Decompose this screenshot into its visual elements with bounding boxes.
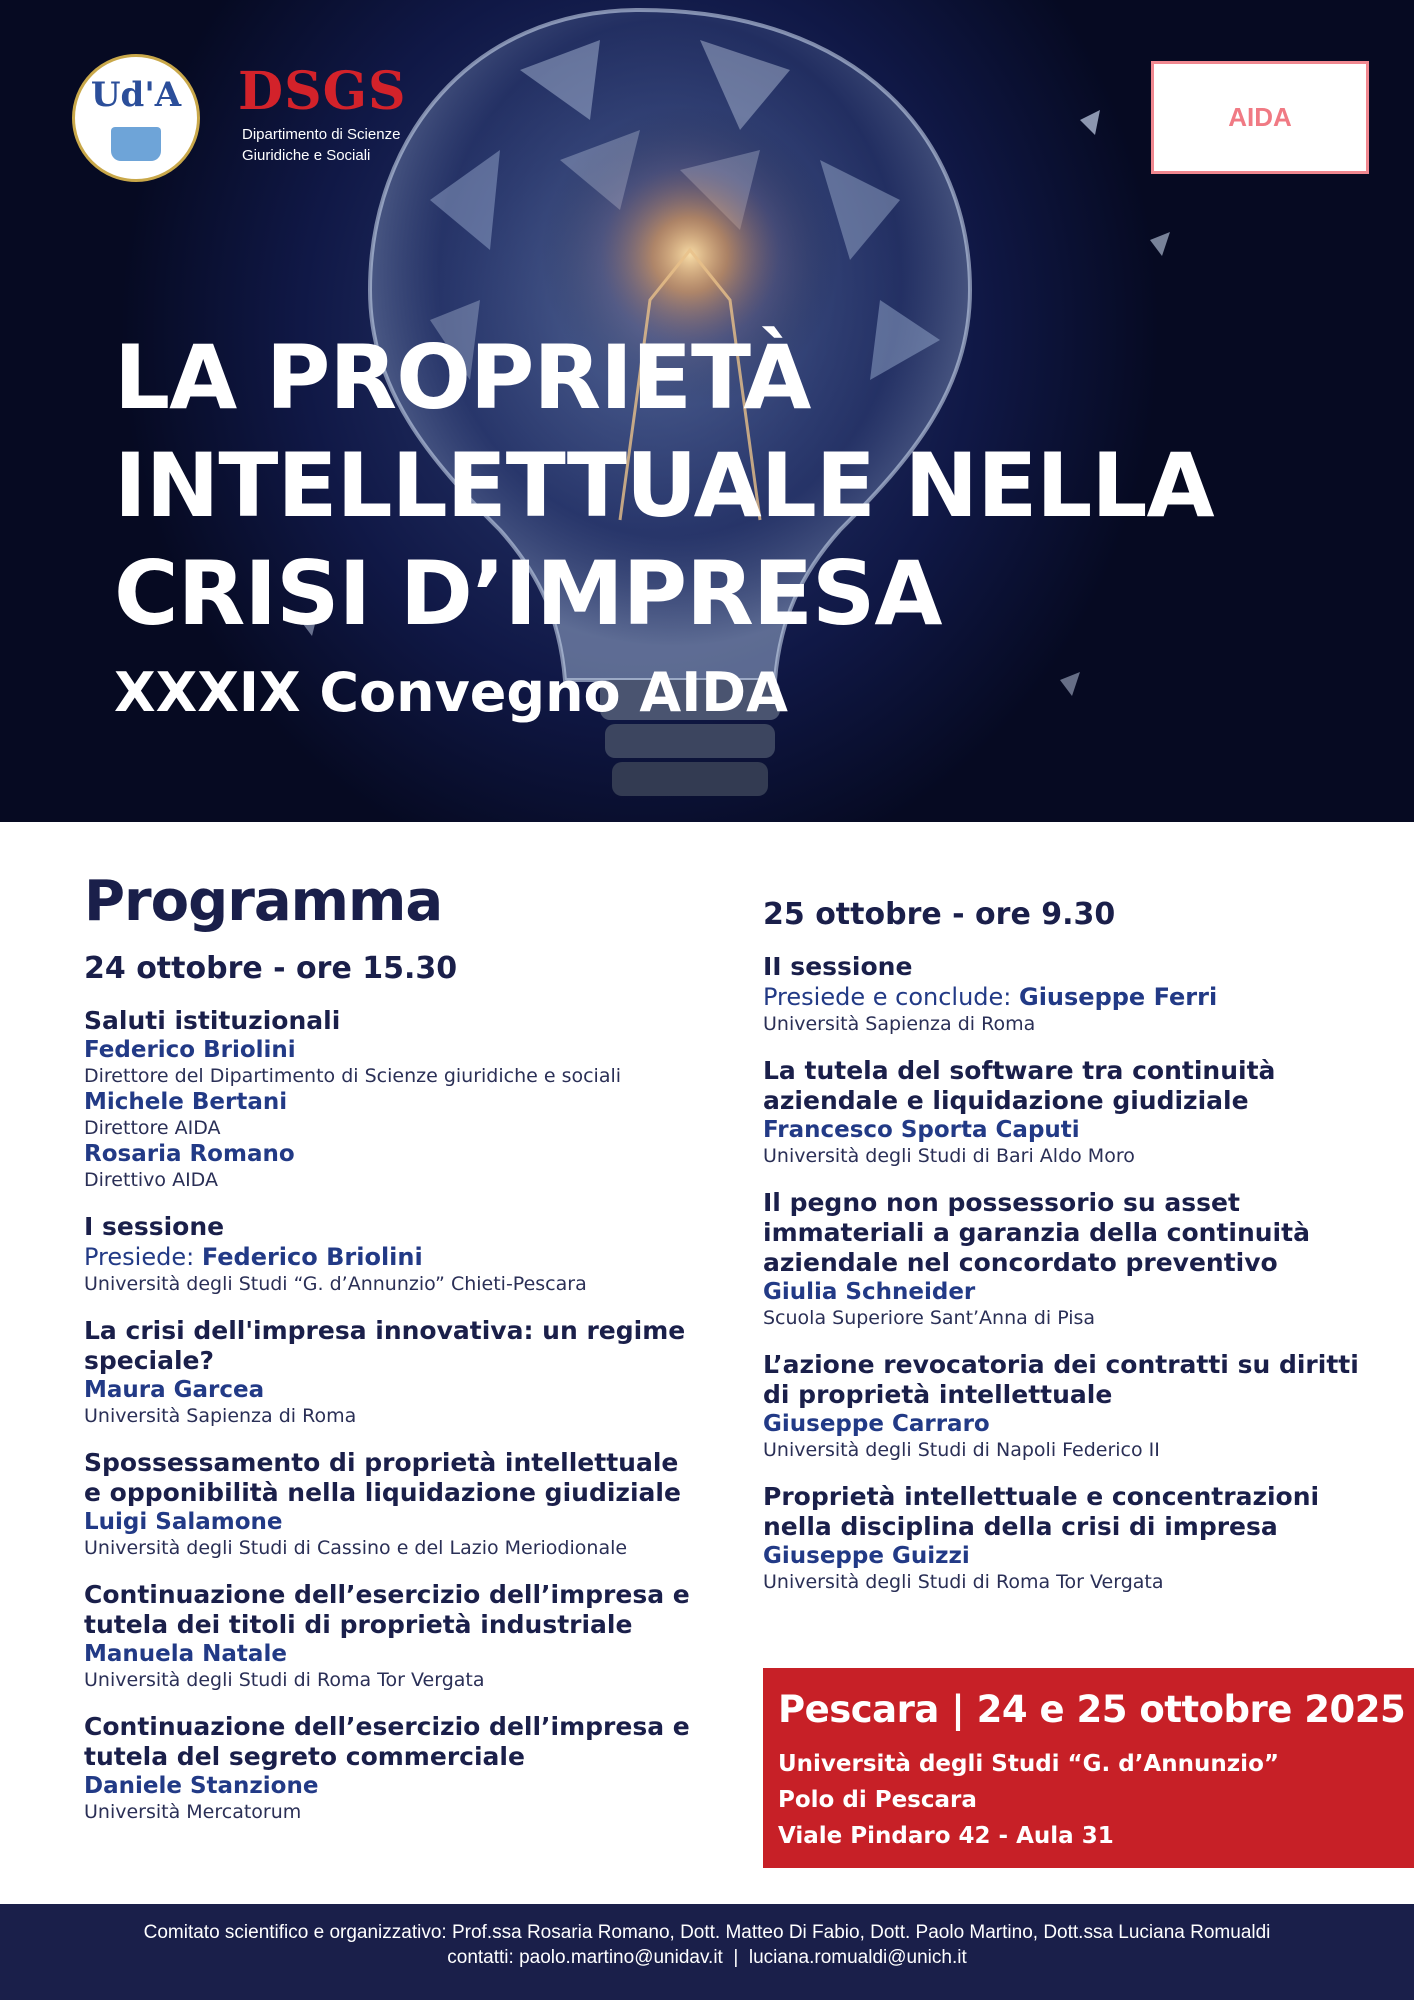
chair-prefix: Presiede e conclude: — [763, 983, 1019, 1011]
session1-block — [84, 1212, 704, 1296]
aida-logo-box: AIDA — [1151, 61, 1369, 174]
speaker-name: Michele Bertani — [84, 1089, 288, 1115]
program-day2-column — [763, 896, 1383, 1614]
venue-line3: Viale Pindaro 42 - Aula 31 — [778, 1823, 1114, 1849]
program-day1-column — [84, 868, 704, 1844]
talk-item — [84, 1712, 704, 1824]
talk-title: L’azione revocatoria dei contratti su diritti di proprietà intellettuale — [763, 1350, 1359, 1409]
talk-item — [763, 1482, 1383, 1594]
talk-speaker: Manuela Natale — [84, 1641, 287, 1667]
speaker-role: Direttore AIDA — [84, 1117, 221, 1139]
talk-speaker: Giulia Schneider — [763, 1279, 976, 1305]
venue-title: Pescara | 24 e 25 ottobre 2025 — [778, 1688, 1406, 1731]
speaker-name: Federico Briolini — [84, 1037, 296, 1063]
main-title-line3: CRISI D’IMPRESA — [114, 542, 942, 645]
talk-speaker: Giuseppe Carraro — [763, 1411, 990, 1437]
dsgs-logo: DSGS — [238, 61, 407, 122]
chair-affiliation: Università Sapienza di Roma — [763, 1013, 1036, 1035]
talk-affiliation: Università Mercatorum — [84, 1801, 302, 1823]
day2-label: 25 ottobre - ore 9.30 — [763, 897, 1116, 932]
welcome-title: Saluti istituzionali — [84, 1006, 341, 1035]
footer — [0, 1904, 1414, 2000]
talk-speaker: Francesco Sporta Caputi — [763, 1117, 1080, 1143]
session1-chair — [84, 1242, 704, 1272]
welcome-block — [84, 1006, 704, 1192]
talk-affiliation: Università Sapienza di Roma — [84, 1405, 357, 1427]
venue-line1: Università degli Studi “G. d’Annunzio” — [778, 1751, 1279, 1777]
talk-affiliation: Università degli Studi di Napoli Federico II — [763, 1439, 1160, 1461]
speaker-role: Direttore del Dipartimento di Scienze giuridiche e sociali — [84, 1065, 622, 1087]
dsgs-subtitle-line2: Giuridiche e Sociali — [242, 147, 371, 164]
talk-title: Proprietà intellettuale e concentrazioni nella disciplina della crisi di impresa — [763, 1482, 1320, 1541]
talk-affiliation: Università degli Studi di Bari Aldo Moro — [763, 1145, 1135, 1167]
session1-title: I sessione — [84, 1212, 225, 1241]
chair-prefix: Presiede: — [84, 1243, 202, 1271]
uda-logo — [72, 54, 200, 182]
footer-committee: Comitato scientifico e organizzativo: Prof.ssa Rosaria Romano, Dott. Matteo Di Fabio, Dott. Paolo Martino, Dott.ssa Luciana Romualdi — [143, 1922, 1271, 1943]
venue-box — [763, 1668, 1414, 1868]
talk-title: Il pegno non possessorio su asset immateriali a garanzia della continuità aziendale nel concordato preventivo — [763, 1188, 1310, 1277]
main-title — [114, 324, 1214, 648]
dsgs-subtitle-line1: Dipartimento di Scienze — [242, 126, 401, 143]
talk-item — [84, 1580, 704, 1692]
talk-affiliation: Università degli Studi di Roma Tor Vergata — [763, 1571, 1164, 1593]
talk-title: Continuazione dell’esercizio dell’impresa e tutela del segreto commerciale — [84, 1712, 690, 1771]
hero-banner — [0, 0, 1414, 822]
talk-title: La tutela del software tra continuità aziendale e liquidazione giudiziale — [763, 1056, 1276, 1115]
talk-affiliation: Università degli Studi di Roma Tor Vergata — [84, 1669, 485, 1691]
talk-item — [763, 1188, 1383, 1330]
talk-affiliation: Università degli Studi di Cassino e del Lazio Meriodionale — [84, 1537, 628, 1559]
talk-item — [84, 1316, 704, 1428]
main-title-line1: LA PROPRIETÀ — [114, 326, 811, 429]
talk-title: Continuazione dell’esercizio dell’impresa e tutela dei titoli di proprietà industriale — [84, 1580, 690, 1639]
uda-logo-text: Ud'A — [90, 75, 182, 115]
session2-title: II sessione — [763, 952, 913, 981]
day1-label: 24 ottobre - ore 15.30 — [84, 951, 458, 986]
session2-chair — [763, 982, 1383, 1012]
talk-item — [84, 1448, 704, 1560]
main-title-line2: INTELLETTUALE NELLA — [114, 434, 1214, 537]
talk-affiliation: Scuola Superiore Sant’Anna di Pisa — [763, 1307, 1096, 1329]
chair-name: Federico Briolini — [201, 1243, 423, 1271]
talk-title: Spossessamento di proprietà intellettuale e opponibilità nella liquidazione giudiziale — [84, 1448, 681, 1507]
session2-block — [763, 952, 1383, 1036]
speaker-role: Direttivo AIDA — [84, 1169, 218, 1191]
uda-logo-column-icon — [111, 127, 161, 161]
talk-speaker: Daniele Stanzione — [84, 1773, 319, 1799]
chair-name: Giuseppe Ferri — [1019, 983, 1218, 1011]
program-heading: Programma — [84, 869, 443, 934]
talk-item — [763, 1350, 1383, 1462]
venue-line2: Polo di Pescara — [778, 1787, 977, 1813]
talk-item — [763, 1056, 1383, 1168]
dsgs-subtitle — [242, 124, 400, 166]
speaker-name: Rosaria Romano — [84, 1141, 295, 1167]
talk-title: La crisi dell'impresa innovativa: un regime speciale? — [84, 1316, 686, 1375]
chair-affiliation: Università degli Studi “G. d’Annunzio” Chieti-Pescara — [84, 1273, 587, 1295]
conference-subtitle: XXXIX Convegno AIDA — [114, 661, 788, 724]
talk-speaker: Luigi Salamone — [84, 1509, 283, 1535]
talk-speaker: Giuseppe Guizzi — [763, 1543, 970, 1569]
footer-contacts: contatti: paolo.martino@unidav.it | luciana.romualdi@unich.it — [447, 1947, 967, 1968]
talk-speaker: Maura Garcea — [84, 1377, 265, 1403]
